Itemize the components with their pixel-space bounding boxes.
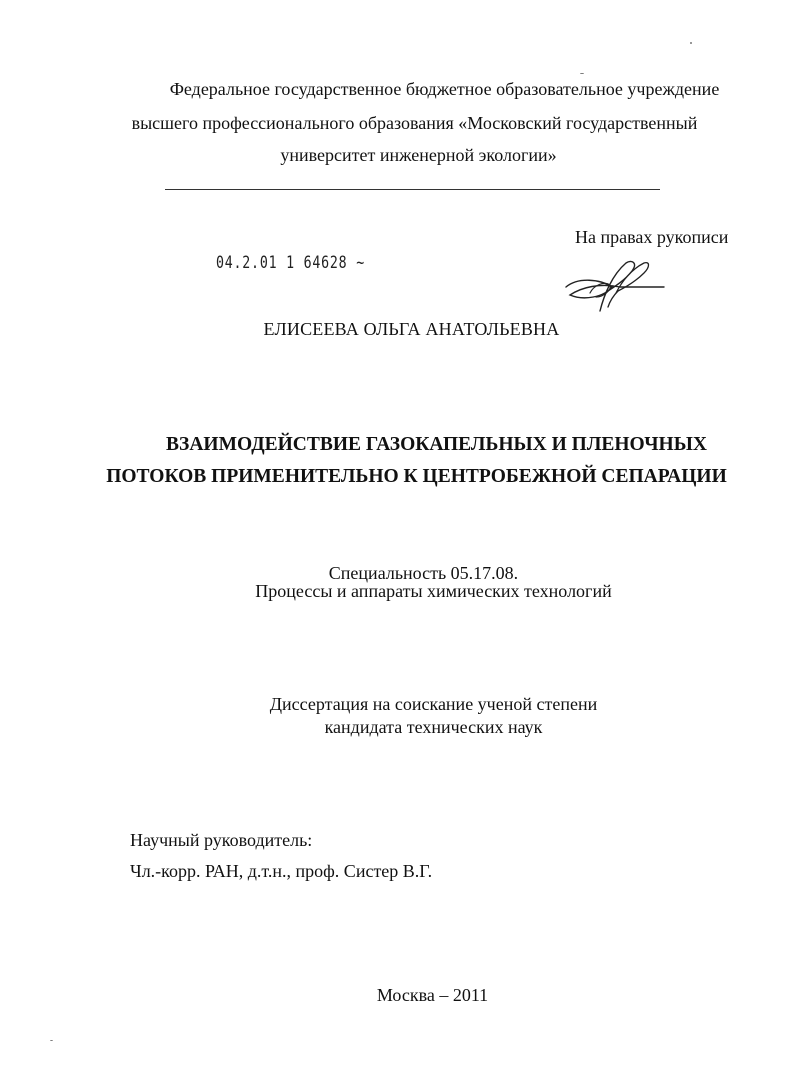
- scan-speck: [50, 1040, 53, 1041]
- dissertation-type-line-1: Диссертация на соискание ученой степени: [269, 694, 598, 714]
- institution-line-3: университет инженерной экологии»: [280, 145, 557, 165]
- city-year: Москва – 2011: [376, 985, 489, 1005]
- supervisor-label: Научный руководитель:: [130, 830, 313, 850]
- institution-line-1: Федеральное государственное бюджетное образовательное учреждение: [169, 79, 720, 99]
- scan-speck: [690, 42, 692, 44]
- rights-note: На правах рукописи: [575, 227, 729, 247]
- scan-speck: [580, 73, 584, 74]
- dissertation-type-line-2: кандидата технических наук: [324, 717, 543, 737]
- author-name: ЕЛИСЕЕВА ОЛЬГА АНАТОЛЬЕВНА: [263, 319, 560, 339]
- specialty-code: Специальность 05.17.08.: [328, 563, 519, 583]
- institution-line-2: высшего профессионального образования «Московский государственный: [131, 113, 698, 133]
- header-divider: [165, 189, 660, 190]
- thesis-title-line-1: ВЗАИМОДЕЙСТВИЕ ГАЗОКАПЕЛЬНЫХ И ПЛЕНОЧНЫХ: [166, 434, 707, 455]
- thesis-title-line-2: ПОТОКОВ ПРИМЕНИТЕЛЬНО К ЦЕНТРОБЕЖНОЙ СЕПАРАЦИИ: [106, 466, 727, 487]
- signature-icon: [560, 257, 670, 315]
- supervisor-name: Чл.-корр. РАН, д.т.н., проф. Систер В.Г.: [130, 861, 433, 881]
- registration-stamp: 04.2.01 1 64628 ~: [216, 253, 365, 273]
- specialty-name: Процессы и аппараты химических технологий: [255, 581, 612, 601]
